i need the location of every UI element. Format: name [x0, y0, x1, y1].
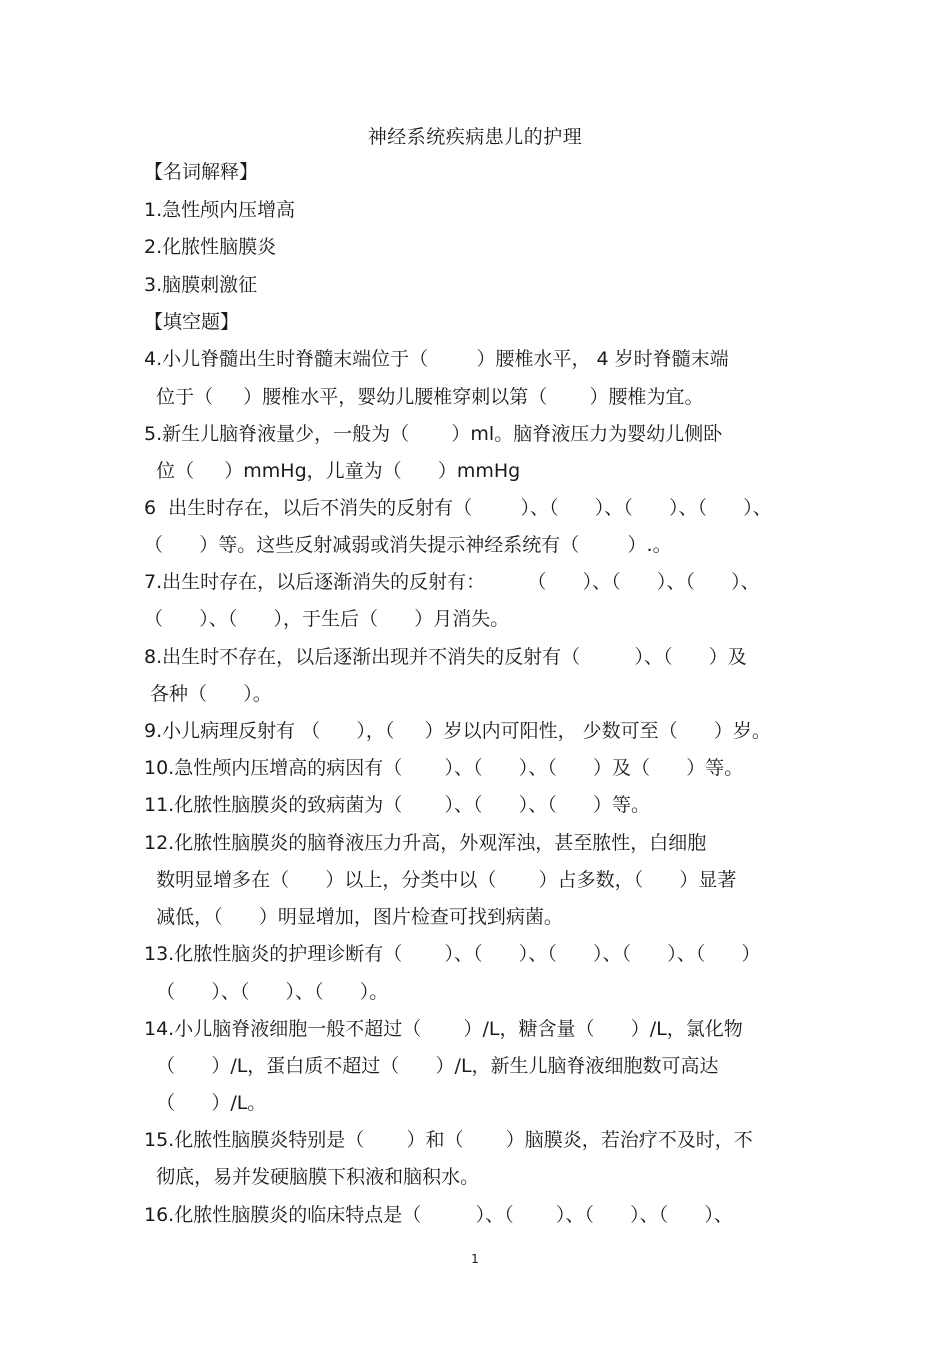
question-line: （ ）、（ ）、（ ）。	[144, 981, 389, 1003]
question-line: 数明显增多在（ ）以上，分类中以（ ）占多数，（ ）显著	[144, 869, 737, 891]
question-line: 各种（ ）。	[144, 683, 272, 705]
section-heading-definitions: 【名词解释】	[144, 161, 259, 183]
question-line: 9.小儿病理反射有 （ ），（ ）岁以内可阳性， 少数可至（ ）岁。	[144, 720, 771, 742]
page-title: 神经系统疾病患儿的护理	[367, 126, 583, 148]
question-line: 4.小儿脊髓出生时脊髓末端位于（ ）腰椎水平， 4 岁时脊髓末端	[144, 348, 729, 370]
question-line: 15.化脓性脑膜炎特别是（ ）和（ ）脑膜炎，若治疗不及时，不	[144, 1129, 753, 1151]
question-line: 8.出生时不存在，以后逐渐出现并不消失的反射有（ ）、（ ）及	[144, 646, 747, 668]
question-line: 5.新生儿脑脊液量少，一般为（ ）ml。脑脊液压力为婴幼儿侧卧	[144, 423, 723, 445]
question-line: 3.脑膜刺激征	[144, 274, 258, 296]
question-line: 7.出生时存在，以后逐渐消失的反射有： （ ）、（ ）、（ ）、	[144, 571, 760, 593]
question-line: 彻底，易并发硬脑膜下积液和脑积水。	[144, 1166, 480, 1188]
question-line: （ ）等。这些反射减弱或消失提示神经系统有（ ）.。	[144, 534, 672, 556]
question-line: 11.化脓性脑膜炎的致病菌为（ ）、（ ）、（ ）等。	[144, 794, 650, 816]
question-line: 14.小儿脑脊液细胞一般不超过（ ）/L，糖含量（ ）/L，氯化物	[144, 1018, 743, 1040]
question-line: 6 出生时存在，以后不消失的反射有（ ）、（ ）、（ ）、（ ）、	[144, 497, 772, 519]
section-heading-fill-blank: 【填空题】	[144, 311, 240, 333]
question-line: 减低，（ ）明显增加，图片检查可找到病菌。	[144, 906, 563, 928]
question-line: 13.化脓性脑炎的护理诊断有（ ）、（ ）、（ ）、（ ）、（ ）	[144, 943, 761, 965]
question-line: （ ）、（ ），于生后（ ）月消失。	[144, 608, 510, 630]
question-line: （ ）/L，蛋白质不超过（ ）/L，新生儿脑脊液细胞数可高达	[144, 1055, 719, 1077]
question-line: 1.急性颅内压增高	[144, 199, 296, 221]
question-line: 位于（ ）腰椎水平，婴幼儿腰椎穿刺以第（ ）腰椎为宜。	[144, 386, 704, 408]
question-line: （ ）/L。	[144, 1092, 267, 1114]
question-line: 10.急性颅内压增高的病因有（ ）、（ ）、（ ）及（ ）等。	[144, 757, 744, 779]
question-line: 12.化脓性脑膜炎的脑脊液压力升高，外观浑浊，甚至脓性，白细胞	[144, 832, 707, 854]
question-line: 16.化脓性脑膜炎的临床特点是（ ）、（ ）、（ ）、（ ）、	[144, 1204, 733, 1226]
page-number: 1	[471, 1252, 479, 1266]
question-line: 位（ ）mmHg，儿童为（ ）mmHg	[144, 460, 521, 482]
question-line: 2.化脓性脑膜炎	[144, 236, 277, 258]
